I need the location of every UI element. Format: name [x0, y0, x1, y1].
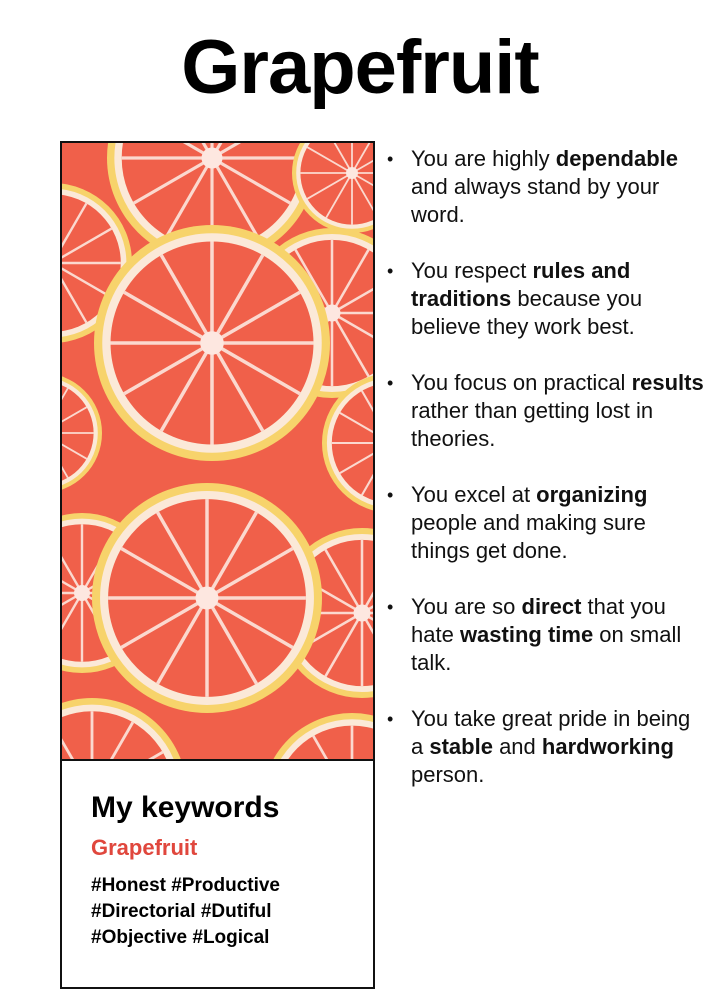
keywords-box — [62, 761, 373, 987]
keyword-tags — [91, 873, 280, 951]
trait-list — [386, 145, 706, 817]
keywords-fruit-name: Grapefruit — [91, 835, 198, 860]
bullet-icon: • — [387, 261, 394, 281]
grapefruit-photo — [62, 143, 373, 761]
grapefruit-slice — [62, 373, 102, 493]
bullet-icon: • — [387, 485, 394, 505]
keyword-tag-line: #Objective #Logical — [91, 927, 270, 948]
bullet-icon: • — [387, 709, 394, 729]
grapefruit-slice — [262, 713, 373, 759]
trait-item: • You are highly dependable and always stand by your word. — [387, 146, 678, 227]
trait-item: • You respect rules and traditions because you believe they work best. — [387, 258, 643, 339]
trait-item: • You focus on practical results rather than getting lost in theories. — [387, 370, 704, 451]
grapefruit-slice — [62, 698, 187, 759]
keyword-tag-line: #Honest #Productive — [91, 875, 280, 896]
trait-item: • You are so direct that you hate wasting time on small talk. — [387, 594, 682, 675]
keyword-tag-line: #Directorial #Dutiful — [91, 901, 272, 922]
trait-item: • You take great pride in being a stable and hardworking person. — [387, 706, 691, 787]
bullet-icon: • — [387, 597, 394, 617]
grapefruit-slice — [92, 483, 322, 713]
bullet-icon: • — [387, 149, 394, 169]
grapefruit-slice — [94, 225, 330, 461]
bullet-icon: • — [387, 373, 394, 393]
page-title: Grapefruit — [181, 25, 539, 110]
trait-item: • You excel at organizing people and making sure things get done. — [387, 482, 648, 563]
grapefruit-slices-illustration — [62, 143, 373, 759]
keywords-card — [60, 141, 375, 989]
grapefruit-slice — [292, 143, 373, 233]
keywords-heading: My keywords — [91, 791, 280, 824]
